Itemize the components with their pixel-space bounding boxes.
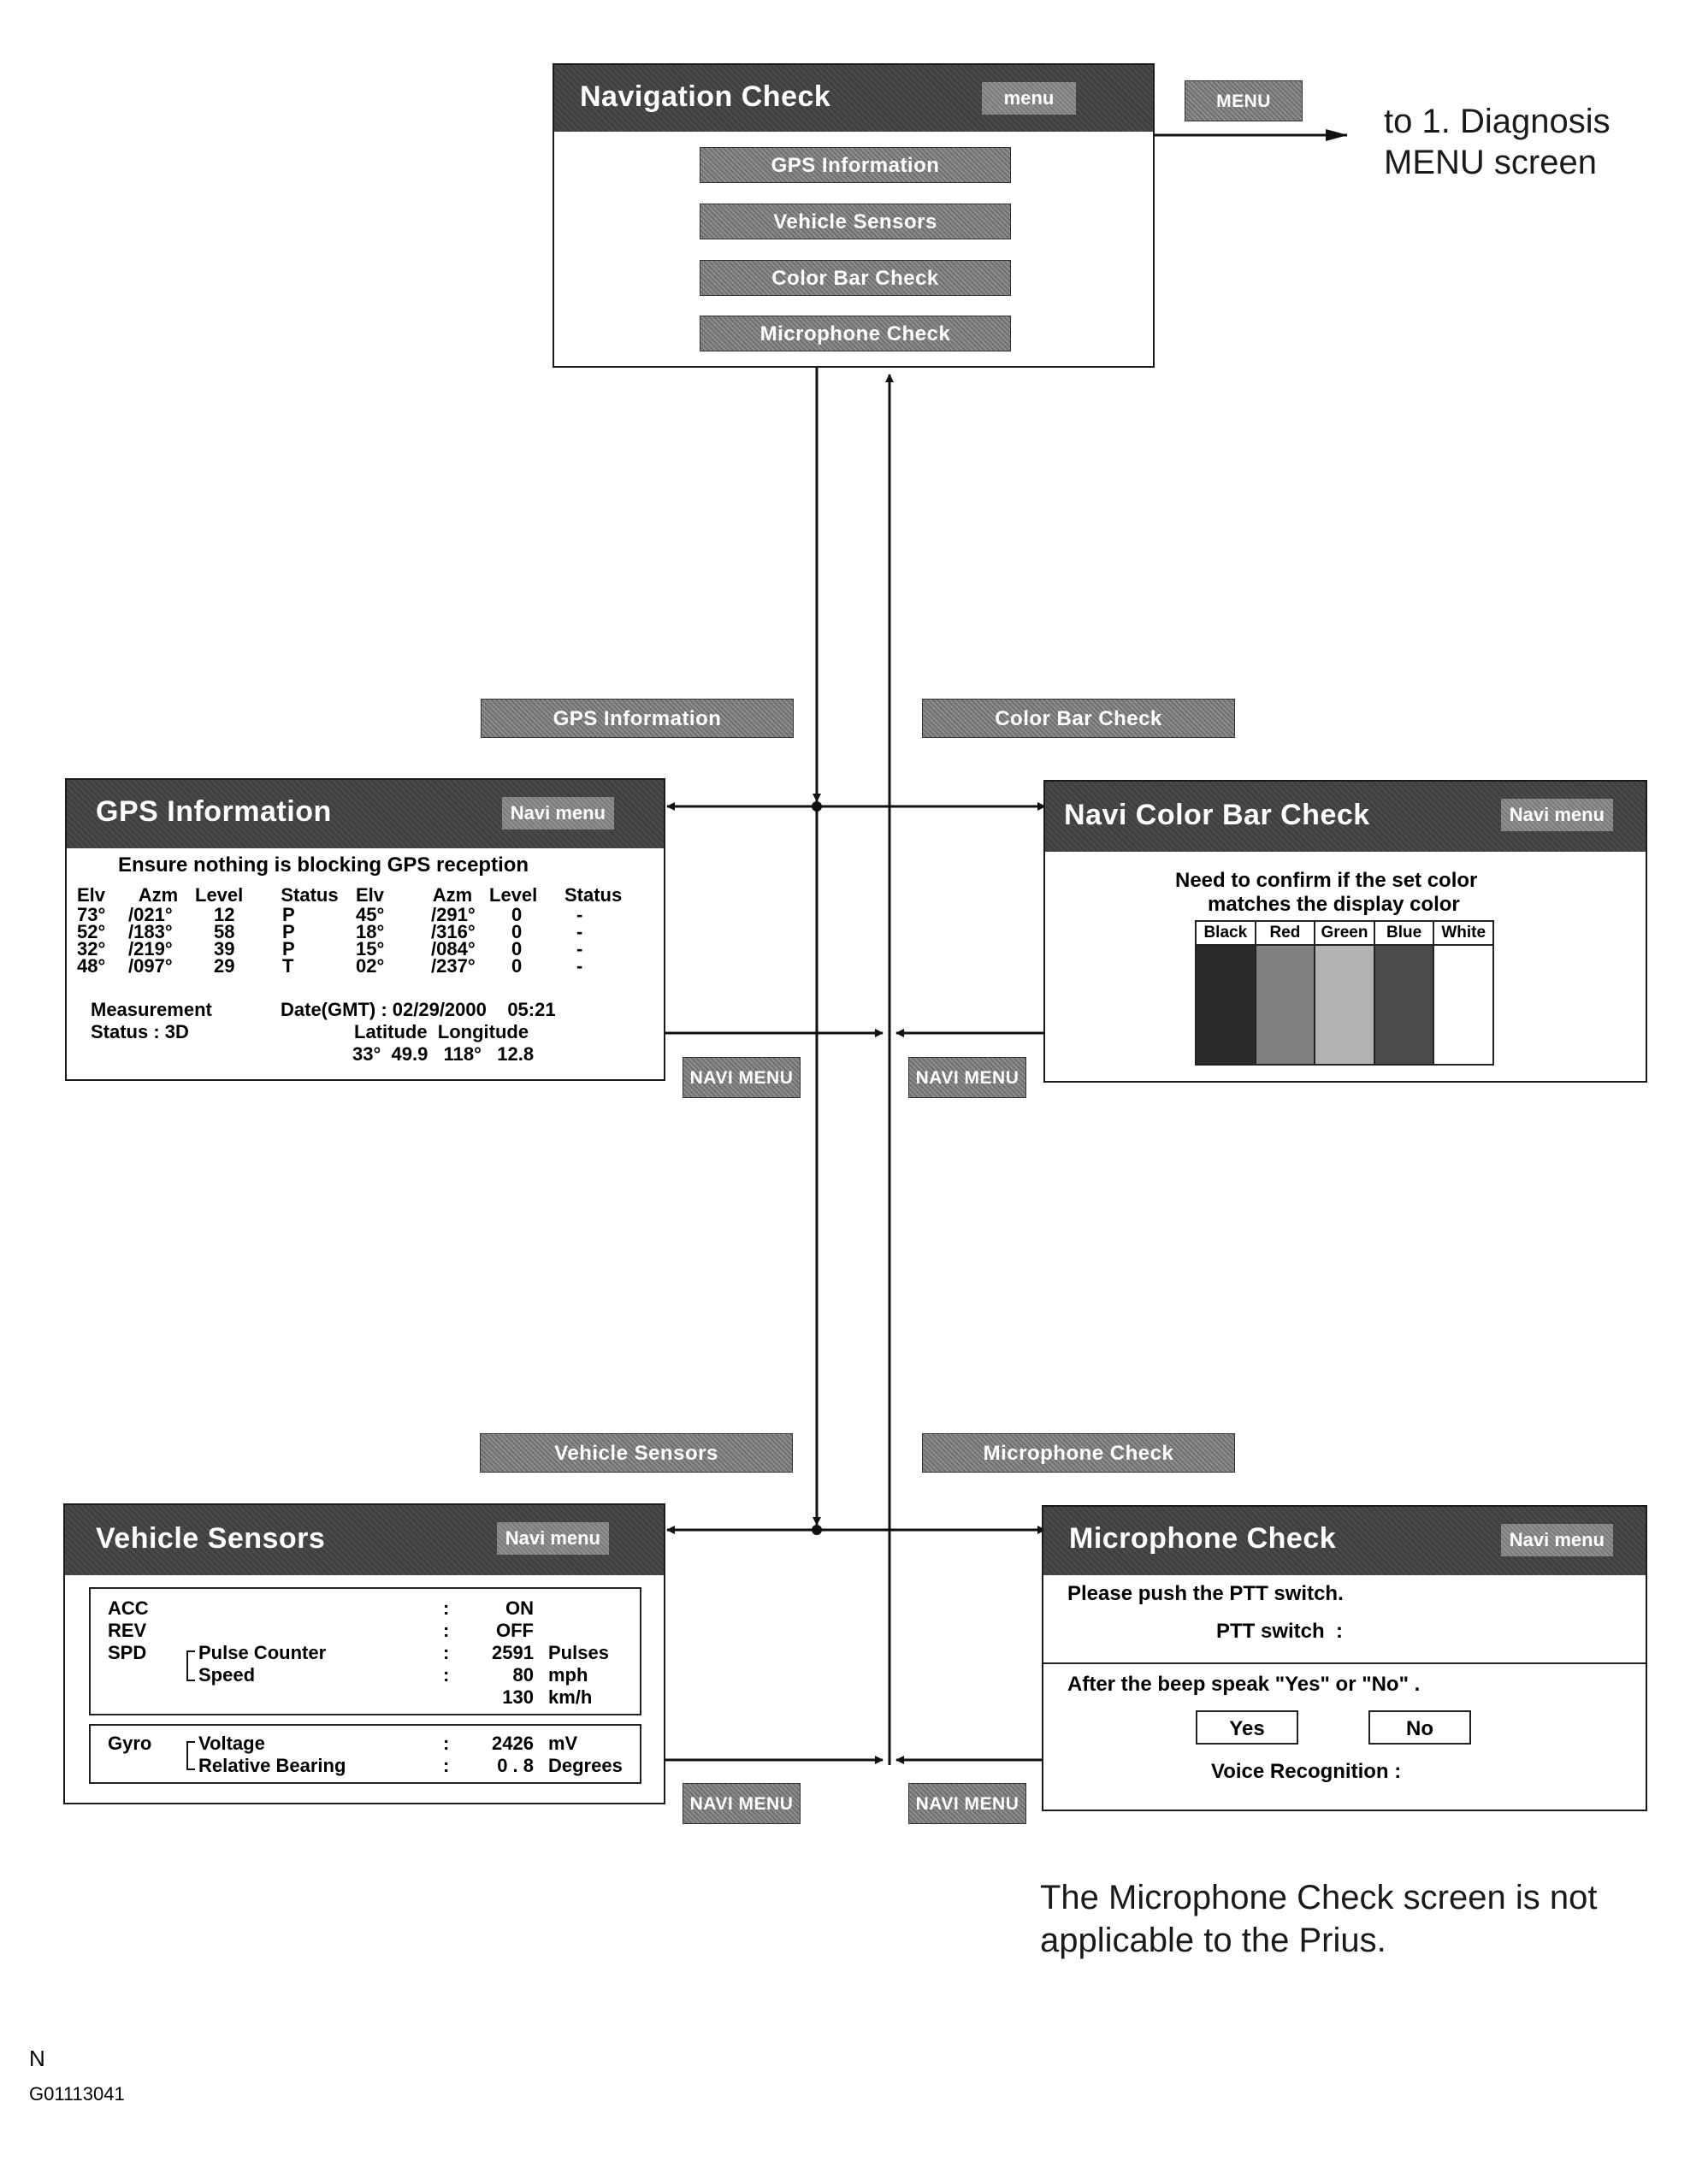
colon: : (443, 1642, 450, 1663)
kmh-unit: km/h (548, 1686, 593, 1708)
table-cell: 12 (214, 904, 235, 925)
swatch-fill (1434, 946, 1492, 1064)
table-cell: T (282, 955, 294, 977)
color-bar-instruction-1: Need to confirm if the set color (1175, 869, 1478, 892)
table-cell: /219° (128, 938, 173, 959)
table-cell: P (282, 921, 295, 942)
colon: : (443, 1664, 450, 1686)
voltage-label: Voltage (198, 1733, 265, 1754)
lat-lon-values: 33° 49.9 118° 12.8 (352, 1043, 535, 1065)
pulse-unit: Pulses (548, 1642, 609, 1663)
color-bar-check-button[interactable]: Color Bar Check (700, 260, 1011, 296)
table-cell: 52° (77, 921, 106, 942)
relative-bearing-label: Relative Bearing (198, 1755, 346, 1776)
navi-menu-key-vehicle[interactable]: NAVI MENU (683, 1783, 801, 1824)
microphone-navi-menu-button[interactable]: Navi menu (1501, 1524, 1613, 1556)
column-header: Azm (432, 884, 473, 906)
table-cell: 0 (511, 921, 523, 942)
table-cell: /316° (431, 921, 476, 942)
microphone-check-screen (1042, 1505, 1647, 1811)
table-cell: /097° (128, 955, 173, 977)
ptt-switch-label: PTT switch : (1216, 1620, 1344, 1643)
swatch-label: White (1434, 922, 1492, 946)
swatch-red (1255, 922, 1315, 1064)
table-cell: 02° (356, 955, 385, 977)
mph-unit: mph (548, 1664, 588, 1686)
table-cell: - (576, 938, 583, 959)
colorbar-navi-menu-button[interactable]: Navi menu (1501, 799, 1613, 831)
no-button[interactable]: No (1368, 1710, 1471, 1745)
colon: : (443, 1755, 450, 1776)
beep-instruction: After the beep speak "Yes" or "No" . (1067, 1673, 1421, 1696)
color-bar-check-transition-label: Color Bar Check (922, 699, 1235, 738)
table-cell: 0 (511, 904, 523, 925)
table-cell: 0 (511, 955, 523, 977)
table-cell: 29 (214, 955, 235, 977)
swatch-black (1197, 922, 1255, 1064)
table-cell: 15° (356, 938, 385, 959)
rev-value: OFF (496, 1620, 534, 1641)
microphone-check-button[interactable]: Microphone Check (700, 316, 1011, 351)
gps-status: Status : 3D (91, 1021, 189, 1042)
table-cell: P (282, 904, 295, 925)
table-cell: 58 (214, 921, 235, 942)
yes-button[interactable]: Yes (1196, 1710, 1298, 1745)
prius-note: The Microphone Check screen is not applicable to the Prius. (1040, 1879, 1598, 1959)
vehicle-sensors-panel (89, 1587, 641, 1715)
column-header: Elv (356, 884, 385, 906)
vehicle-sensors-titlebar (65, 1505, 664, 1575)
colon: : (443, 1597, 450, 1619)
vehicle-navi-menu-button[interactable]: Navi menu (497, 1522, 609, 1555)
table-cell: /183° (128, 921, 173, 942)
navigation-check-screen (553, 63, 1155, 368)
divider (1043, 1662, 1646, 1664)
menu-button[interactable]: menu (982, 82, 1076, 115)
spd-label: SPD (108, 1642, 147, 1663)
table-cell: 18° (356, 921, 385, 942)
column-header: Level (195, 884, 244, 906)
colon: : (443, 1620, 450, 1641)
colon: : (443, 1733, 450, 1754)
microphone-title: Microphone Check (1069, 1522, 1337, 1555)
gyro-label: Gyro (108, 1733, 152, 1754)
table-cell: 0 (511, 938, 523, 959)
swatch-label: Green (1315, 922, 1374, 946)
swatch-green (1314, 922, 1374, 1064)
column-header: Azm (138, 884, 179, 906)
column-header: Level (489, 884, 538, 906)
gyro-bracket (186, 1741, 195, 1770)
gyro-panel (89, 1724, 641, 1784)
spd-bracket (186, 1650, 195, 1681)
gps-information-transition-label: GPS Information (481, 699, 794, 738)
column-header: Status (281, 884, 339, 906)
table-cell: - (576, 904, 583, 925)
navi-menu-key-gps[interactable]: NAVI MENU (683, 1057, 801, 1098)
table-cell: P (282, 938, 295, 959)
gps-information-screen (65, 778, 665, 1081)
color-swatch-table (1195, 920, 1494, 1066)
bearing-unit: Degrees (548, 1755, 623, 1776)
color-bar-instruction-2: matches the display color (1208, 893, 1460, 916)
navigation-check-titlebar (554, 65, 1153, 132)
table-cell: /237° (431, 955, 476, 977)
lat-lon-header: Latitude Longitude (354, 1021, 529, 1042)
vehicle-sensors-title: Vehicle Sensors (96, 1522, 326, 1555)
acc-label: ACC (108, 1597, 149, 1619)
microphone-check-transition-label: Microphone Check (922, 1433, 1235, 1473)
gps-notice: Ensure nothing is blocking GPS reception (118, 853, 529, 877)
footer-letter: N (29, 2046, 45, 2071)
swatch-blue (1374, 922, 1433, 1064)
swatch-label: Red (1256, 922, 1315, 946)
swatch-fill (1315, 946, 1374, 1064)
gps-information-titlebar (67, 780, 664, 848)
gps-navi-menu-button[interactable]: Navi menu (502, 797, 614, 830)
gps-information-title: GPS Information (96, 795, 332, 828)
diagnosis-note: to 1. Diagnosis MENU screen (1384, 103, 1610, 181)
column-header: Status (564, 884, 623, 906)
speed-label: Speed (198, 1664, 256, 1686)
measurement-label: Measurement (91, 999, 212, 1020)
speed-kmh-value: 130 (502, 1686, 534, 1708)
table-cell: - (576, 955, 583, 977)
junction-lower (812, 1525, 822, 1535)
navigation-check-title: Navigation Check (580, 80, 831, 113)
table-cell: 39 (214, 938, 235, 959)
color-bar-title: Navi Color Bar Check (1064, 799, 1370, 831)
voltage-unit: mV (548, 1733, 578, 1754)
column-header: Elv (77, 884, 106, 906)
swatch-white (1433, 922, 1492, 1064)
footer-code: G01113041 (29, 2083, 125, 2105)
table-cell: 32° (77, 938, 106, 959)
swatch-fill (1256, 946, 1315, 1064)
color-bar-titlebar (1045, 782, 1646, 852)
gps-satellite-table (77, 884, 631, 975)
table-cell: /084° (431, 938, 476, 959)
vehicle-sensors-button[interactable]: Vehicle Sensors (700, 204, 1011, 239)
color-bar-check-screen (1043, 780, 1647, 1083)
rev-label: REV (108, 1620, 147, 1641)
voltage-value: 2426 (492, 1733, 534, 1754)
swatch-label: Black (1197, 922, 1255, 946)
acc-value: ON (505, 1597, 534, 1619)
swatch-fill (1197, 946, 1255, 1064)
pulse-counter-label: Pulse Counter (198, 1642, 327, 1663)
microphone-titlebar (1043, 1507, 1646, 1575)
table-cell: 73° (77, 904, 106, 925)
menu-key[interactable]: MENU (1185, 80, 1303, 121)
navi-menu-key-colorbar[interactable]: NAVI MENU (908, 1057, 1026, 1098)
gps-date: Date(GMT) : 02/29/2000 05:21 (281, 999, 556, 1020)
speed-mph-value: 80 (512, 1664, 534, 1686)
table-cell: /291° (431, 904, 476, 925)
voice-recognition-label: Voice Recognition : (1211, 1760, 1402, 1783)
swatch-fill (1375, 946, 1433, 1064)
pulse-counter-value: 2591 (492, 1642, 534, 1663)
table-cell: 48° (77, 955, 106, 977)
vehicle-sensors-screen (63, 1503, 665, 1804)
table-cell: - (576, 921, 583, 942)
table-cell: /021° (128, 904, 173, 925)
ptt-instruction: Please push the PTT switch. (1067, 1582, 1344, 1605)
vehicle-sensors-transition-label: Vehicle Sensors (480, 1433, 793, 1473)
table-row (77, 958, 631, 975)
junction-upper (812, 801, 822, 812)
relative-bearing-value: 0 . 8 (497, 1755, 534, 1776)
navi-menu-key-microphone[interactable]: NAVI MENU (908, 1783, 1026, 1824)
swatch-label: Blue (1375, 922, 1433, 946)
table-cell: 45° (356, 904, 385, 925)
gps-information-button[interactable]: GPS Information (700, 147, 1011, 183)
